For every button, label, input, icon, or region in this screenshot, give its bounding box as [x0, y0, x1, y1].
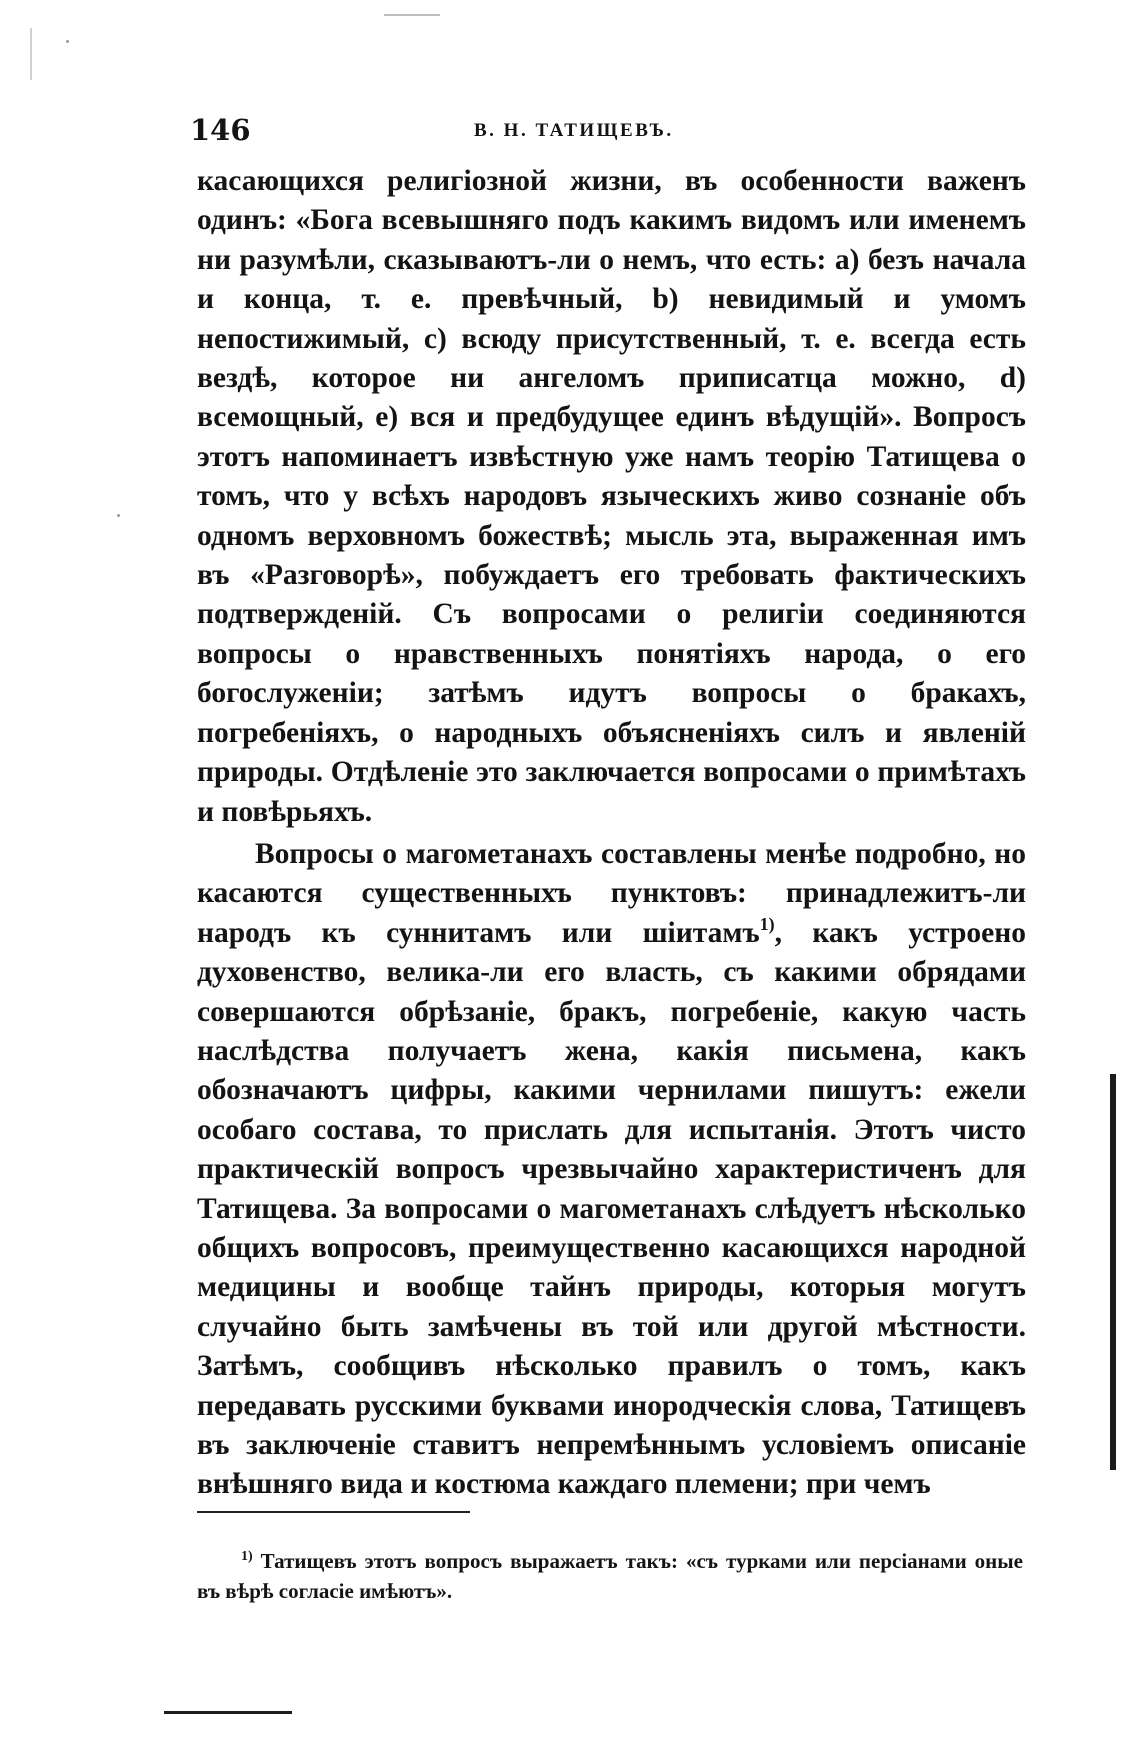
- footnote-text: Татищевъ этотъ вопросъ выражаетъ такъ: «съ турками или персіанами оные въ вѣрѣ согласіе имѣютъ».: [197, 1549, 1023, 1603]
- footnote-reference: 1): [759, 913, 775, 934]
- page-header: [190, 110, 1026, 150]
- footnote: [197, 1546, 1023, 1606]
- paragraph-2: [197, 835, 1026, 1505]
- scan-artifact-right-rule: [1110, 1074, 1116, 1470]
- body-text: [197, 162, 1026, 1505]
- paragraph-2-text-start: Вопросы о магометанахъ составлены менѣе подробно, но касаются существенныхъ пунктовъ: принадлежитъ-ли народъ къ суннитамъ или шіитамъ: [197, 837, 1026, 949]
- running-head: В. Н. ТАТИЩЕВЪ.: [474, 120, 674, 141]
- page-number: 146: [190, 113, 251, 147]
- footnote-marker: 1): [241, 1549, 253, 1564]
- scan-artifact-left: [30, 28, 32, 80]
- footnote-separator: [197, 1511, 467, 1513]
- footnote-paragraph: [197, 1546, 1023, 1606]
- paragraph-2-text-end: , какъ устроено духовенство, велика-ли его власть, съ какими обрядами совершаются обрѣзаніе, бракъ, погребеніе, какую часть наслѣдства получаетъ жена, какія письмена, какъ обозначаютъ цифры, какими чернилами пишутъ: ежели особаго состава, то прислать для испытанія. Этотъ чисто практическій вопросъ чрезвычайно характеристиченъ для Татищева. За вопросами о магометанахъ слѣдуетъ нѣсколько общихъ вопросовъ, преимущественно касающихся народной медицины и вообще тайнъ природы, которыя могутъ случайно быть замѣчены въ той или другой мѣстности. Затѣмъ, сообщивъ нѣсколько правилъ о томъ, какъ передавать русскими буквами инородческія слова, Татищевъ въ заключеніе ставитъ непремѣннымъ условіемъ описаніе внѣшняго вида и костюма каждаго племени; при чемъ: [197, 916, 1027, 1501]
- paragraph-1: касающихся религіозной жизни, въ особенности важенъ одинъ: «Бога всевышняго подъ какимъ видомъ или именемъ ни разумѣли, сказываютъ-ли о немъ, что есть: a) безъ начала и конца, т. е. превѣчный, b) невидимый и умомъ непостижимый, c) всюду присутственный, т. е. всегда есть вездѣ, которое ни ангеломъ приписатца можно, d) всемощный, e) вся и предбудущее единъ вѣдущій». Вопросъ этотъ напоминаетъ извѣстную уже намъ теорію Татищева о томъ, что у всѣхъ народовъ языческихъ живо сознаніе объ одномъ верховномъ божествѣ; мысль эта, выраженная имъ въ «Разговорѣ», побуждаетъ его требовать фактическихъ подтвержденій. Съ вопросами о религіи соединяются вопросы о нравственныхъ понятіяхъ народа, о его богослуженіи; затѣмъ идутъ вопросы о бракахъ, погребеніяхъ, о народныхъ объясненіяхъ силъ и явленій природы. Отдѣленіе это заключается вопросами о примѣтахъ и повѣрьяхъ.: [197, 165, 1026, 828]
- scan-dot: [66, 40, 69, 43]
- scan-artifact-top: [384, 14, 440, 16]
- scan-dot: [117, 514, 120, 517]
- scan-artifact-bottom-rule: [164, 1711, 292, 1714]
- footnote-separator-tail: [454, 1511, 470, 1513]
